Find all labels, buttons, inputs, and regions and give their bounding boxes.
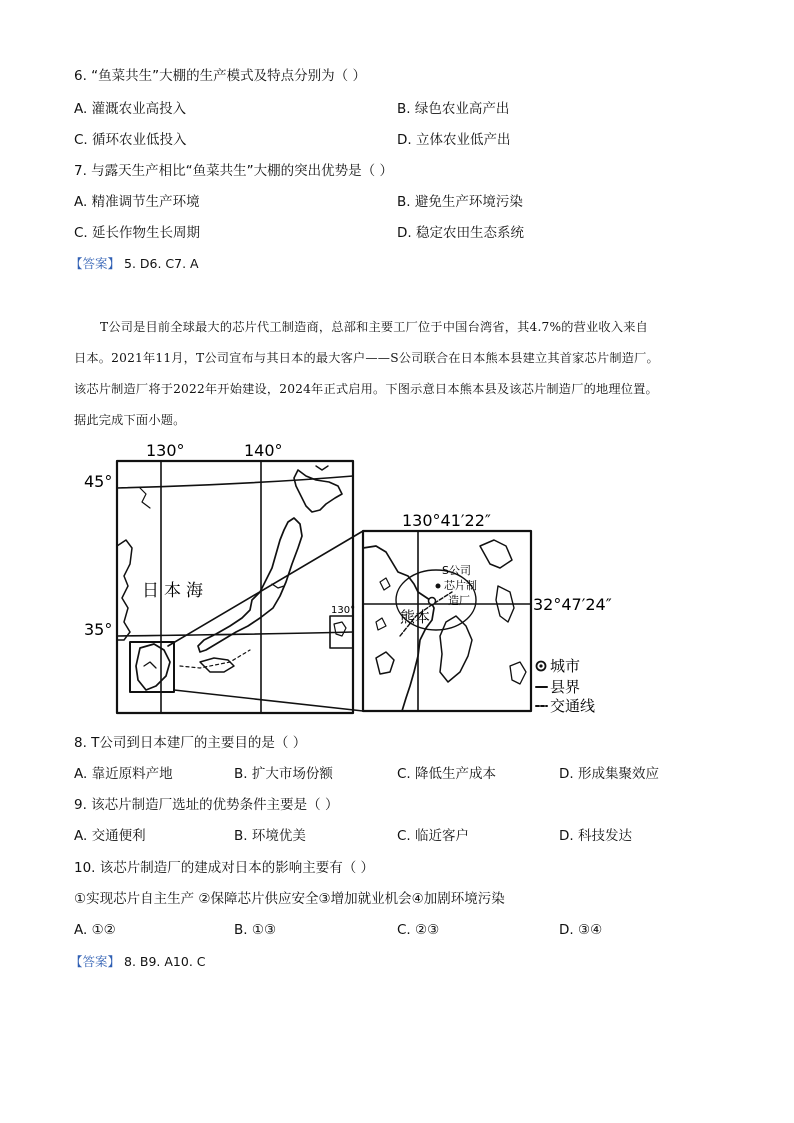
q7-option-c: C. 延长作物生长周期 xyxy=(74,225,201,241)
factory-label-line-1: S公司 xyxy=(442,564,471,577)
hokkaido-landmass xyxy=(294,470,342,512)
q7-option-b: B. 避免生产环境污染 xyxy=(397,194,523,210)
q8-option-c: C. 降低生产成本 xyxy=(397,766,497,782)
factory-label-line-2: 芯片制 xyxy=(444,579,477,592)
detail-lon-label: 130°41′22″ xyxy=(402,511,491,530)
answer-text: 5. D6. C7. A xyxy=(124,256,199,271)
korea-coastline xyxy=(117,540,132,640)
legend-city-label: 城市 xyxy=(550,657,581,675)
q10-option-b: B. ①③ xyxy=(234,922,277,938)
q7-option-d: D. 稳定农田生态系统 xyxy=(397,225,524,241)
answer-line-1 xyxy=(70,255,199,273)
q8-option-a: A. 靠近原料产地 xyxy=(74,766,173,782)
lon-130-label: 130° xyxy=(146,441,185,460)
q6-option-d: D. 立体农业低产出 xyxy=(397,132,511,148)
answer-text: 8. B9. A10. C xyxy=(124,954,206,969)
q10-statements: ①实现芯片自主生产 ②保障芯片供应安全③增加就业机会④加剧环境污染 xyxy=(74,891,505,907)
japan-kumamoto-map xyxy=(80,436,640,718)
detail-lat-label: 32°47′24″ xyxy=(533,595,612,614)
q10-stem: 10. 该芯片制造厂的建成对日本的影响主要有（ ） xyxy=(74,860,375,876)
q9-option-b: B. 环境优美 xyxy=(234,828,306,844)
q10-option-a: A. ①② xyxy=(74,922,116,938)
lat-35-label: 35° xyxy=(84,620,113,639)
factory-marker xyxy=(436,584,441,589)
q8-option-b: B. 扩大市场份额 xyxy=(234,766,333,782)
q6-stem: 6. “鱼菜共生”大棚的生产模式及特点分别为（ ） xyxy=(74,68,366,84)
kyushu-landmass xyxy=(136,644,170,690)
q6-option-c: C. 循环农业低投入 xyxy=(74,132,187,148)
answer-tag: 【答案】 xyxy=(70,954,121,969)
kumamoto-city-label: 熊本 xyxy=(400,608,431,626)
factory-label-line-3: 造厂 xyxy=(448,594,470,607)
lat-45-label: 45° xyxy=(84,472,113,491)
q6-option-a: A. 灌溉农业高投入 xyxy=(74,101,187,117)
kumamoto-city-marker xyxy=(429,598,436,605)
q8-stem: 8. T公司到日本建厂的主要目的是（ ） xyxy=(74,735,307,751)
honshu-landmass xyxy=(198,518,302,652)
passage-line-3: 该芯片制造厂将于2022年开始建设，2024年正式启用。下图示意日本熊本县及该芯片制造厂的地理位置。 xyxy=(74,382,658,396)
q7-stem: 7. 与露天生产相比“鱼菜共生”大棚的突出优势是（ ） xyxy=(74,163,393,179)
q10-option-d: D. ③④ xyxy=(559,922,603,938)
q6-option-b: B. 绿色农业高产出 xyxy=(397,101,510,117)
answer-line-2 xyxy=(70,953,206,971)
passage-line-1: T公司是目前全球最大的芯片代工制造商，总部和主要工厂位于中国台湾省，其4.7%的营业收入来自 xyxy=(100,320,648,334)
legend-county-label: 县界 xyxy=(550,678,581,696)
inset-lon-label: 130° xyxy=(331,605,356,616)
q7-option-a: A. 精准调节生产环境 xyxy=(74,194,200,210)
lon-140-label: 140° xyxy=(244,441,283,460)
q8-option-d: D. 形成集聚效应 xyxy=(559,766,659,782)
q9-option-c: C. 临近客户 xyxy=(397,828,470,844)
q9-option-a: A. 交通便利 xyxy=(74,828,146,844)
passage-line-4: 据此完成下面小题。 xyxy=(74,413,186,427)
legend-transport-label: 交通线 xyxy=(550,697,596,715)
q10-option-c: C. ②③ xyxy=(397,922,440,938)
q9-stem: 9. 该芯片制造厂选址的优势条件主要是（ ） xyxy=(74,797,339,813)
passage-line-2: 日本。2021年11月，T公司宣布与其日本的最大客户——S公司联合在日本熊本县建立其首家芯片制造厂。 xyxy=(74,351,659,365)
sea-of-japan-label: 日本海 xyxy=(142,581,208,601)
q9-option-d: D. 科技发达 xyxy=(559,828,632,844)
answer-tag: 【答案】 xyxy=(70,256,121,271)
